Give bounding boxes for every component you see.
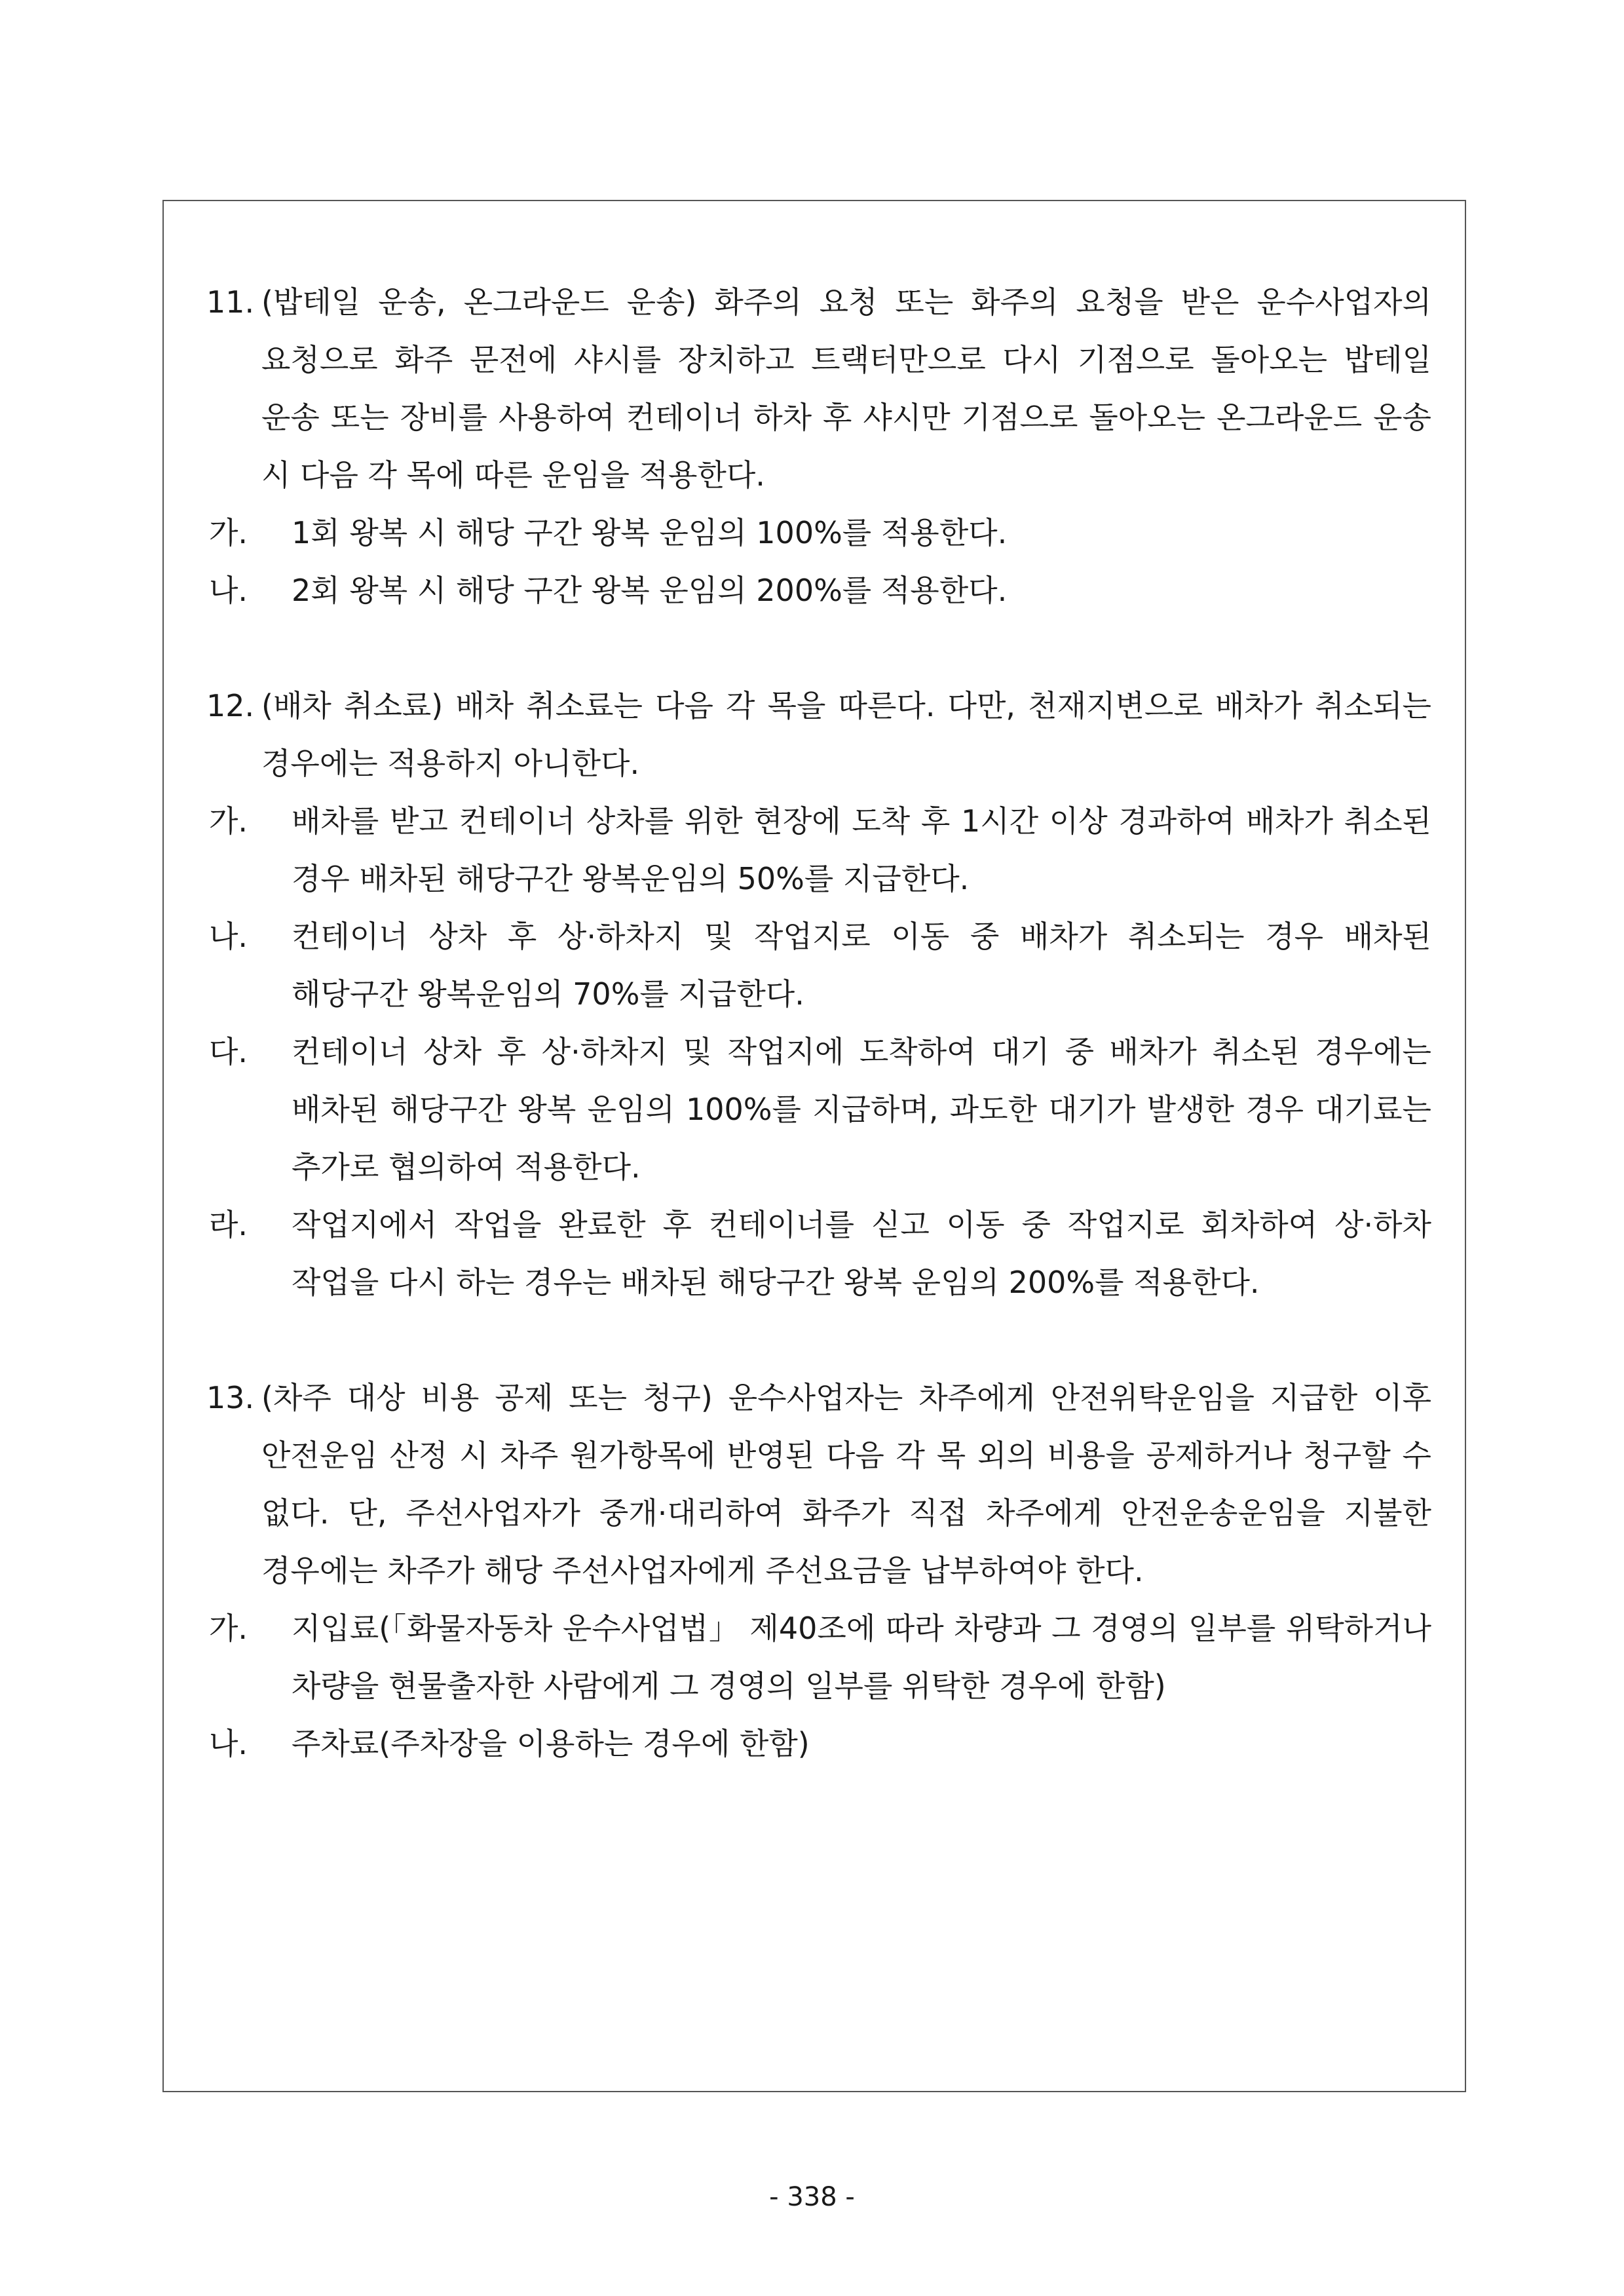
item-label: 가.: [209, 1611, 248, 1646]
section-12: [206, 677, 1431, 1311]
list-item: [206, 1715, 1431, 1772]
list-item: [206, 1196, 1431, 1311]
item-text: 컨테이너 상차 후 상·하차지 및 작업지에 도착하여 대기 중 배차가 취소된 경우에는 배차된 해당구간 왕복 운임의 100%를 지급하며, 과도한 대기가 발생한 경우 대기료는 추가로 협의하여 적용한다.: [292, 1034, 1431, 1185]
list-item: [206, 504, 1431, 562]
section-number: 11.: [206, 284, 255, 320]
item-text: 지입료(「화물자동차 운수사업법」 제40조에 따라 차량과 그 경영의 일부를 위탁하거나 차량을 현물출자한 사람에게 그 경영의 일부를 위탁한 경우에 한함): [292, 1611, 1431, 1704]
item-label: 가.: [209, 803, 248, 839]
list-item: [206, 1023, 1431, 1196]
section-list: [206, 273, 1431, 1772]
item-text: 2회 왕복 시 해당 구간 왕복 운임의 200%를 적용한다.: [292, 573, 1008, 608]
section-13: [206, 1369, 1431, 1772]
section-heading: [206, 677, 1431, 792]
section-11: [206, 273, 1431, 619]
list-item: [206, 1599, 1431, 1715]
item-text: 1회 왕복 시 해당 구간 왕복 운임의 100%를 적용한다.: [292, 515, 1008, 550]
item-label: 나.: [209, 573, 248, 608]
item-text: 작업지에서 작업을 완료한 후 컨테이너를 싣고 이동 중 작업지로 회차하여 상·하차 작업을 다시 하는 경우는 배차된 해당구간 왕복 운임의 200%를 적용한다.: [292, 1207, 1431, 1300]
document-frame: [162, 200, 1466, 2092]
section-text: (배차 취소료) 배차 취소료는 다음 각 목을 따른다. 다만, 천재지변으로 배차가 취소되는 경우에는 적용하지 아니한다.: [261, 688, 1431, 781]
section-text: (차주 대상 비용 공제 또는 청구) 운수사업자는 차주에게 안전위탁운임을 지급한 이후 안전운임 산정 시 차주 원가항목에 반영된 다음 각 목 외의 비용을 공제하거나 청구할 수 없다. 단, 주선사업자가 중개·대리하여 화주가 직접 차주에게 안전운송운임을 지불한 경우에는 차주가 해당 주선사업자에게 주선요금을 납부하여야 한다.: [261, 1380, 1431, 1588]
item-label: 나.: [209, 919, 248, 954]
item-label: 다.: [209, 1034, 248, 1069]
item-label: 나.: [209, 1726, 248, 1761]
section-text: (밥테일 운송, 온그라운드 운송) 화주의 요청 또는 화주의 요청을 받은 운수사업자의 요청으로 화주 문전에 샤시를 장치하고 트랙터만으로 다시 기점으로 돌아오는 밥테일 운송 또는 장비를 사용하여 컨테이너 하차 후 샤시만 기점으로 돌아오는 온그라운드 운송 시 다음 각 목에 따른 운임을 적용한다.: [261, 284, 1431, 493]
section-heading: [206, 1369, 1431, 1599]
item-text: 배차를 받고 컨테이너 상차를 위한 현장에 도착 후 1시간 이상 경과하여 배차가 취소된 경우 배차된 해당구간 왕복운임의 50%를 지급한다.: [292, 803, 1431, 896]
section-number: 13.: [206, 1380, 255, 1415]
item-text: 주차료(주차장을 이용하는 경우에 한함): [292, 1726, 810, 1761]
section-number: 12.: [206, 688, 255, 723]
list-item: [206, 908, 1431, 1023]
page-number: - 338 -: [769, 2182, 855, 2212]
list-item: [206, 562, 1431, 619]
section-heading: [206, 273, 1431, 504]
item-label: 라.: [209, 1207, 248, 1242]
list-item: [206, 792, 1431, 908]
item-text: 컨테이너 상차 후 상·하차지 및 작업지로 이동 중 배차가 취소되는 경우 배차된 해당구간 왕복운임의 70%를 지급한다.: [292, 919, 1431, 1012]
item-label: 가.: [209, 515, 248, 550]
